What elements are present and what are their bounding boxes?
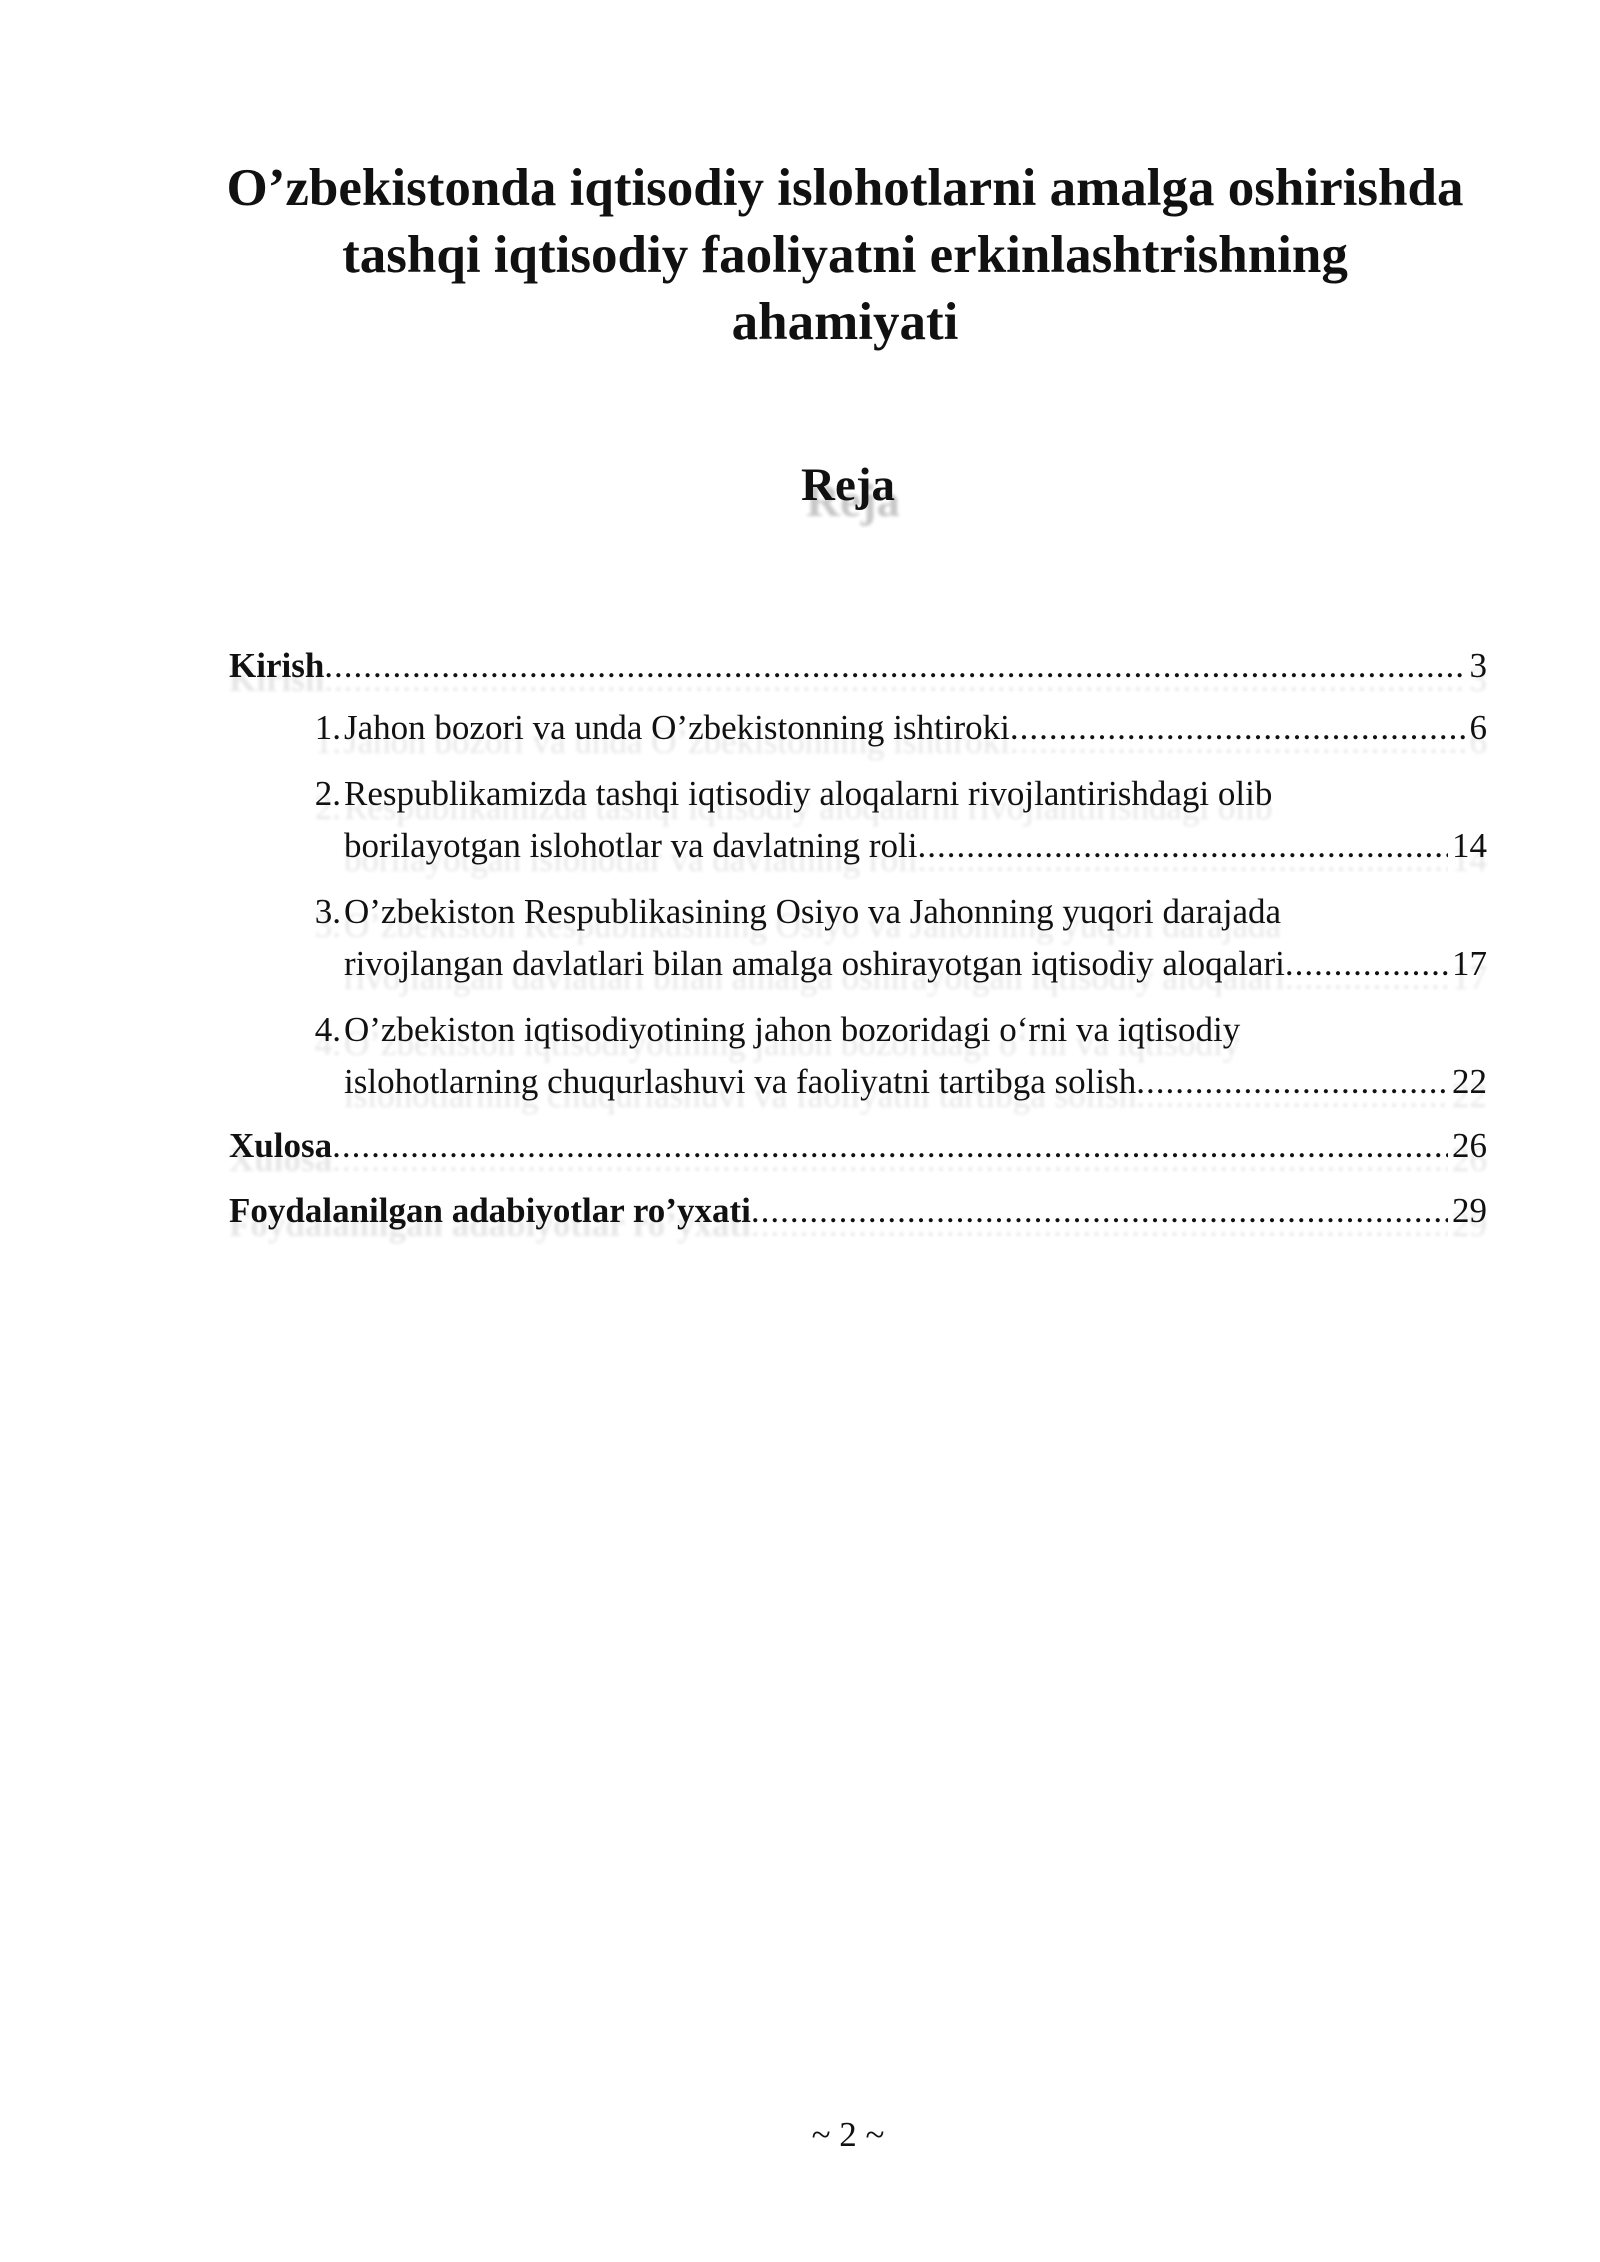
toc-references-page: 29 bbox=[1452, 1191, 1487, 1230]
title-line-3: ahamiyati bbox=[731, 293, 959, 351]
toc-conclusion-label: Xulosa bbox=[229, 1126, 333, 1165]
toc-item-text: rivojlangan davlatlari bilan amalga oshirayotgan iqtisodiy aloqalari bbox=[344, 944, 1285, 983]
toc-item-number: 1. bbox=[314, 708, 341, 747]
toc-leader bbox=[917, 820, 1448, 872]
toc-leader bbox=[324, 640, 1465, 692]
toc-leader bbox=[751, 1185, 1448, 1237]
title-line-1: O’zbekistonda iqtisodiy islohotlarni amalga oshirishda bbox=[226, 159, 1464, 217]
toc-leader bbox=[1010, 702, 1466, 754]
document-title bbox=[150, 155, 1540, 356]
toc-leader bbox=[1136, 1056, 1448, 1108]
toc-entry-references[interactable] bbox=[229, 1185, 1487, 1237]
toc-item-number: 2. bbox=[314, 774, 341, 813]
toc-item-page: 14 bbox=[1452, 826, 1487, 865]
toc-item-number: 4. bbox=[314, 1010, 341, 1049]
toc-item-text: borilayotgan islohotlar va davlatning roli bbox=[344, 826, 918, 865]
toc-entry-conclusion[interactable] bbox=[229, 1120, 1487, 1172]
title-line-2: tashqi iqtisodiy faoliyatni erkinlashtrishning bbox=[342, 226, 1348, 284]
toc-item-text: islohotlarning chuqurlashuvi va faoliyatni tartibga solish bbox=[344, 1062, 1137, 1101]
toc-leader bbox=[332, 1120, 1448, 1172]
toc-conclusion-page: 26 bbox=[1452, 1126, 1487, 1165]
toc-item-page: 6 bbox=[1469, 708, 1487, 747]
toc-leader bbox=[1285, 938, 1448, 990]
toc-references-label: Foydalanilgan adabiyotlar ro’yxati bbox=[229, 1191, 751, 1230]
toc-item-text: Respublikamizda tashqi iqtisodiy aloqalarni rivojlantirishdagi olib bbox=[344, 774, 1273, 813]
plan-heading: Reja bbox=[801, 459, 895, 511]
toc-intro-label: Kirish bbox=[229, 646, 325, 685]
toc-item-number: 3. bbox=[314, 892, 341, 931]
page-number-footer: ~ 2 ~ bbox=[811, 2115, 885, 2154]
toc-entry-intro[interactable] bbox=[229, 640, 1487, 692]
toc-item-page: 17 bbox=[1452, 944, 1487, 983]
toc-item-text: Jahon bozori va unda O’zbekistonning ishtiroki bbox=[344, 708, 1010, 747]
toc-item-text: O’zbekiston iqtisodiyotining jahon bozoridagi o‘rni va iqtisodiy bbox=[344, 1010, 1241, 1049]
toc-item-page: 22 bbox=[1452, 1062, 1487, 1101]
toc-item-text: O’zbekiston Respublikasining Osiyo va Jahonning yuqori darajada bbox=[344, 892, 1282, 931]
toc-intro-page: 3 bbox=[1469, 646, 1487, 685]
